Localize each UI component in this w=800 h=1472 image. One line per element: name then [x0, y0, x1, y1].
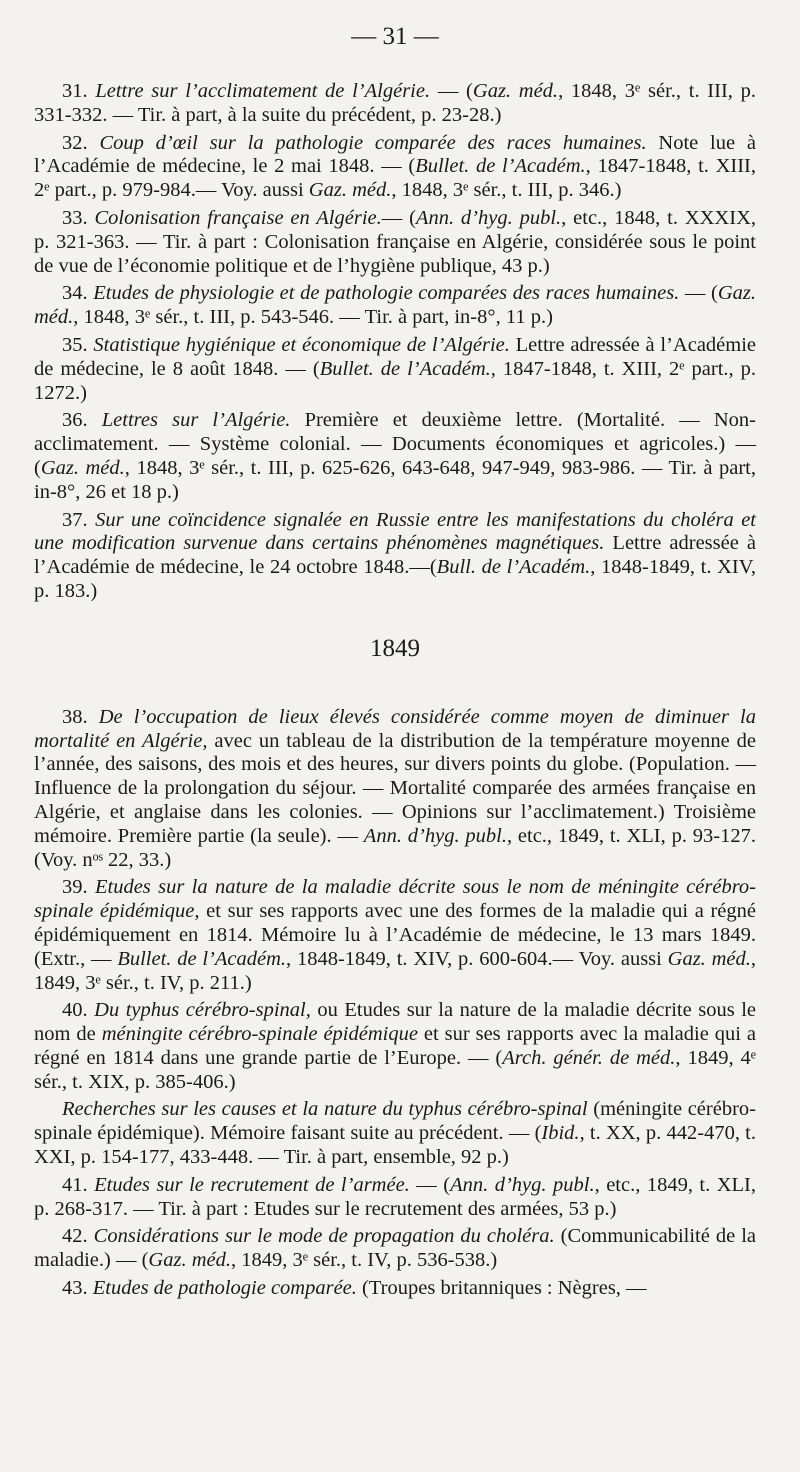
bibliography-entry — [34, 706, 756, 873]
bibliography-entry — [34, 282, 756, 330]
entry-text: avec un tableau de la distribution de la température moyenne de l’année, des saisons, des mois et des heures, sur divers points du globe. (Population. — Influence de la prolongation du séjour. — Mortalité comparée des armées française en Algérie, et anglaise dans les colonies. — Opinions sur l’acclimatement.) Troisième mémoire. Première partie (la seule). — — [34, 729, 756, 847]
entry-text: 36. — [62, 409, 102, 432]
bibliography-entry — [34, 80, 756, 128]
bibliography-entry — [34, 509, 756, 604]
entry-text: Note lue à l’Académie de médecine, le 2 mai 1848. — ( — [34, 131, 756, 178]
entry-text: 34. — [62, 282, 94, 305]
entry-text: , 1848, 3ᵉ sér., t. III, p. 625-626, 643-648, 947-949, 983-986. — Tir. à part, in-8°, 26 et 18 p.) — [34, 456, 757, 503]
entry-text: 37. — [62, 508, 96, 531]
entry-text: ou Etudes sur la nature de la maladie décrite sous le nom de — [34, 999, 757, 1046]
entry-italic-text: Sur une coïncidence signalée en Russie entre les manifestations du choléra et une modification survenue dans certains phénomènes magnétiques. — [34, 508, 756, 555]
entry-text: 40. — [62, 999, 95, 1022]
entry-italic-text: Statistique hygiénique et économique de l’Algérie. — [93, 333, 510, 356]
entry-text: (Communicabilité de la maladie.) — ( — [34, 1225, 756, 1272]
entry-text: 41. — [62, 1173, 95, 1196]
entry-text: (méningite cérébro-spinale épidémique). Mémoire faisant suite au précédent. — ( — [34, 1098, 756, 1145]
entry-text: 39. — [62, 876, 95, 899]
entry-italic-text: Du typhus cérébro-spinal, — [94, 999, 311, 1022]
entry-italic-text: Lettres sur l’Algérie. — [101, 409, 291, 432]
entry-text: et sur ses rapports avec la maladie qui a régné en 1814 dans une grande partie de l’Europe. — ( — [34, 1023, 756, 1069]
entry-text: — ( — [409, 1173, 451, 1196]
entry-text: 33. — [62, 206, 95, 229]
entry-italic-text: Gaz. méd. — [667, 947, 751, 970]
entry-italic-text: Gaz. méd. — [40, 456, 125, 479]
entry-italic-text: Ibid. — [541, 1122, 580, 1145]
entry-italic-text: Gaz. méd. — [308, 179, 392, 202]
entry-italic-text: Arch. génér. de méd. — [502, 1046, 676, 1069]
entry-text: Première et deuxième lettre. (Mortalité. — Non-acclimatement. — Système colonial. — Documents économiques et agricoles.) — ( — [34, 409, 756, 479]
entry-text: , etc., 1848, t. XXXIX, p. 321-363. — Tir. à part : Colonisation française en Algérie, considérée sous le point de vue de l’économie politique et de l’hygiène publique, 43 p.) — [34, 206, 756, 277]
entry-italic-text: Gaz. méd. — [148, 1249, 231, 1272]
entry-text: , etc., 1849, t. XLI, p. 93-127. (Voy. nᵒˢ 22, 33.) — [34, 824, 756, 871]
entry-italic-text: Colonisation française en Algérie. — [94, 206, 382, 229]
entry-italic-text: Etudes de pathologie comparée. — [92, 1277, 357, 1300]
entry-italic-text: Etudes sur la nature de la maladie décrite sous le nom de méningite cérébro-spinale épidémique, — [34, 876, 757, 923]
entry-text: , 1849, 4ᵉ sér., t. XIX, p. 385-406.) — [34, 1046, 756, 1093]
entry-text: 31. — [62, 80, 96, 102]
entry-text: Lettre adressée à l’Académie de médecine, le 24 octobre 1848.—( — [34, 532, 756, 579]
entry-italic-text: Gaz. méd. — [472, 80, 559, 102]
entry-text: , t. XX, p. 442-470, t. XXI, p. 154-177, 433-448. — Tir. à part, ensemble, 92 p.) — [34, 1122, 757, 1169]
entry-text: , 1848, 3ᵉ sér., t. III, p. 543-546. — Tir. à part, in-8°, 11 p.) — [73, 306, 553, 329]
entry-text: 32. — [62, 131, 100, 154]
entry-italic-text: Bullet. de l’Académ. — [319, 357, 491, 380]
entry-text: 35. — [62, 333, 94, 356]
bibliography-entry — [34, 1225, 756, 1273]
bibliography-entry — [34, 1098, 756, 1169]
entry-text: , 1848-1849, t. XIV, p. 600-604.— Voy. aussi — [286, 947, 668, 970]
entry-italic-text: Recherches sur les causes et la nature du typhus cérébro-spinal — [62, 1098, 588, 1121]
bibliography-section-1849 — [34, 706, 756, 1301]
entry-text: , etc., 1849, t. XLI, p. 268-317. — Tir. à part : Etudes sur le recrutement des armées, 53 p.) — [34, 1173, 757, 1220]
page-number: — 31 — — [351, 23, 439, 50]
entry-text: , 1849, 3ᵉ sér., t. IV, p. 211.) — [34, 947, 756, 994]
bibliography-section-1848 — [34, 80, 756, 604]
bibliography-entry — [34, 132, 756, 203]
entry-text: , 1848-1849, t. XIV, p. 183.) — [34, 556, 756, 602]
entry-text: Lettre adressée à l’Académie de médecine, le 8 août 1848. — ( — [34, 333, 757, 380]
entry-text: , 1848, 3ᵉ sér., t. III, p. 331-332. — Tir. à part, à la suite du précédent, p. 23-28.) — [34, 80, 757, 126]
entry-text: , 1848, 3ᵉ sér., t. III, p. 346.) — [391, 179, 622, 202]
entry-text: 42. — [62, 1225, 94, 1248]
entry-italic-text: Etudes sur le recrutement de l’armée. — [94, 1173, 410, 1196]
entry-text: , 1847-1848, t. XIII, 2ᵉ part., p. 1272.) — [34, 357, 756, 404]
entry-italic-text: Coup d’œil sur la pathologie comparée des races humaines. — [99, 131, 647, 154]
entry-text: 43. — [62, 1277, 93, 1300]
entry-text: — ( — [381, 206, 416, 229]
bibliography-entry — [34, 409, 756, 504]
entry-text: 38. — [62, 705, 99, 728]
entry-text: (Troupes britanniques : Nègres, — — [356, 1277, 647, 1300]
bibliography-entry — [34, 207, 756, 278]
entry-italic-text: Ann. d’hyg. publ. — [363, 824, 507, 847]
entry-italic-text: Ann. d’hyg. publ. — [450, 1173, 595, 1196]
bibliography-entry — [34, 876, 756, 995]
entry-italic-text: Ann. d’hyg. publ. — [415, 206, 562, 229]
entry-text: , 1849, 3ᵉ sér., t. IV, p. 536-538.) — [230, 1249, 498, 1272]
entry-italic-text: Etudes de physiologie et de pathologie comparées des races humaines. — [93, 282, 680, 305]
entry-italic-text: Lettre sur l’acclimatement de l’Algérie. — [95, 80, 431, 102]
bibliography-entry — [34, 1174, 756, 1222]
bibliography-entry — [34, 1277, 756, 1301]
entry-text: — ( — [430, 80, 473, 102]
entry-italic-text: Considérations sur le mode de propagation du choléra. — [93, 1225, 555, 1248]
entry-text: — ( — [679, 282, 718, 305]
year-heading: 1849 — [370, 634, 420, 662]
entry-italic-text: Bullet. de l’Académ. — [415, 155, 586, 178]
entry-text: et sur ses rapports avec une des formes de la maladie qui a régné épidémiquement en 1814. Mémoire lu à l’Académie de médecine, le 13 mars 1849. (Extr., — — [34, 900, 756, 970]
entry-italic-text: De l’occupation de lieux élevés considérée comme moyen de diminuer la mortalité en Algérie, — [34, 705, 756, 752]
entry-italic-text: Bull. de l’Académ. — [436, 556, 591, 579]
bibliography-entry — [34, 334, 756, 405]
entry-text: , 1847-1848, t. XIII, 2ᵉ part., p. 979-984.— Voy. aussi — [34, 155, 756, 202]
entry-italic-text: Gaz. méd. — [34, 282, 757, 329]
bibliography-entry — [34, 999, 756, 1094]
entry-italic-text: méningite cérébro-spinale épidémique — [101, 1023, 418, 1046]
entry-italic-text: Bullet. de l’Académ. — [117, 947, 287, 970]
